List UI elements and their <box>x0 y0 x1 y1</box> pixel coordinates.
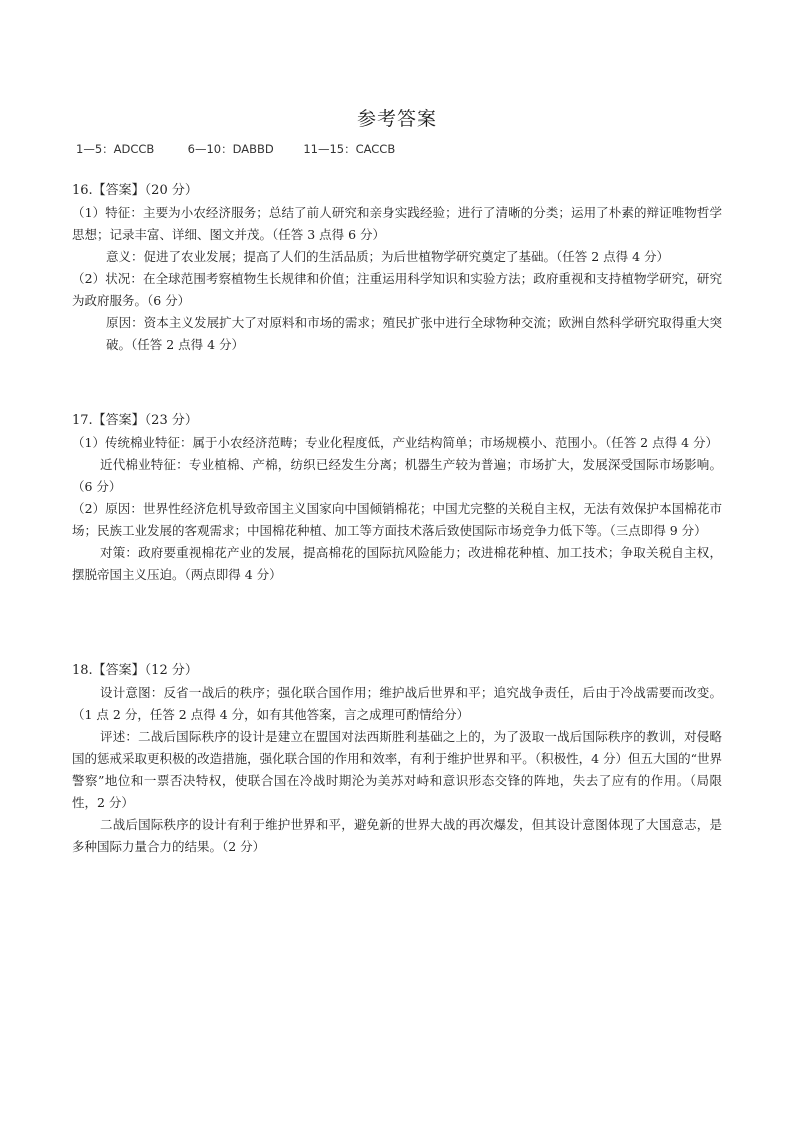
question-18-evaluation: 评述：二战后国际秩序的设计是建立在盟国对法西斯胜利基础之上的，为了汲取一战后国际秩序的教训，对侵略国的惩戒采取更积极的改造措施，强化联合国的作用和效率，有利于维护世界和平。（积极性，4 分）但五大国的“世界警察”地位和一票否决特权，使联合国在冷战时期沦为美苏对峙和意识形态交锋的阵地，失去了应有的作用。（局限性，2 分） <box>72 729 722 810</box>
question-17-part2-reasons: （2）原因：世界性经济危机导致帝国主义国家向中国倾销棉花；中国尤完整的关税自主权，无法有效保护本国棉花市场；民族工业发展的客观需求；中国棉花种植、加工等方面技术落后致使国际市场竞争力低下等。（三点即得 9 分） <box>72 501 722 538</box>
question-18-design-intent: 设计意图：反省一战后的秩序；强化联合国作用；维护战后世界和平；追究战争责任，后由于冷战需要而改变。（1 点 2 分，任答 2 点得 4 分，如有其他答案，言之成理可酌情给分） <box>72 685 722 722</box>
question-17-part2-measures: 对策：政府要重视棉花产业的发展，提高棉花的国际抗风险能力；改进棉花种植、加工技术；争取关税自主权，摆脱帝国主义压迫。（两点即得 4 分） <box>72 545 722 582</box>
mcq-group-1-5: 1—5：ADCCB <box>76 142 155 156</box>
page-title: 参考答案 <box>356 108 437 130</box>
question-16-part2-reasons: 原因：资本主义发展扩大了对原料和市场的需求；殖民扩张中进行全球物种交流；欧洲自然科学研究取得重大突破。（任答 2 点得 4 分） <box>106 315 722 352</box>
question-16-answer <box>72 180 722 356</box>
question-17-answer <box>72 410 722 586</box>
question-18-heading: 18.【答案】（12 分） <box>72 663 198 678</box>
question-16-part1-features: （1）特征：主要为小农经济服务；总结了前人研究和亲身实践经验；进行了清晰的分类；运用了朴素的辩证唯物哲学思想；记录丰富、详细、图文并茂。（任答 3 点得 6 分） <box>72 205 722 242</box>
question-16-heading: 16.【答案】（20 分） <box>72 183 198 198</box>
question-18-answer <box>72 660 722 858</box>
question-17-part1-traditional: （1）传统棉业特征：属于小农经济范畴；专业化程度低，产业结构简单；市场规模小、范围小。（任答 2 点得 4 分） <box>72 435 719 450</box>
question-17-part1-modern: 近代棉业特征：专业植棉、产棉，纺织已经发生分离；机器生产较为普遍；市场扩大，发展深受国际市场影响。（6 分） <box>72 457 722 494</box>
mcq-group-6-10: 6—10：DABBD <box>187 142 274 156</box>
mcq-group-11-15: 11—15：CACCB <box>303 142 396 156</box>
question-16-part2-status: （2）状况：在全球范围考察植物生长规律和价值；注重运用科学知识和实验方法；政府重视和支持植物学研究，研究为政府服务。（6 分） <box>72 271 722 308</box>
question-16-part1-significance: 意义：促进了农业发展；提高了人们的生活品质；为后世植物学研究奠定了基础。（任答 2 点得 4 分） <box>106 249 670 264</box>
multiple-choice-answers <box>76 141 395 157</box>
question-17-heading: 17.【答案】（23 分） <box>72 413 198 428</box>
question-18-conclusion: 二战后国际秩序的设计有利于维护世界和平，避免新的世界大战的再次爆发，但其设计意图体现了大国意志，是多种国际力量合力的结果。（2 分） <box>72 817 722 854</box>
